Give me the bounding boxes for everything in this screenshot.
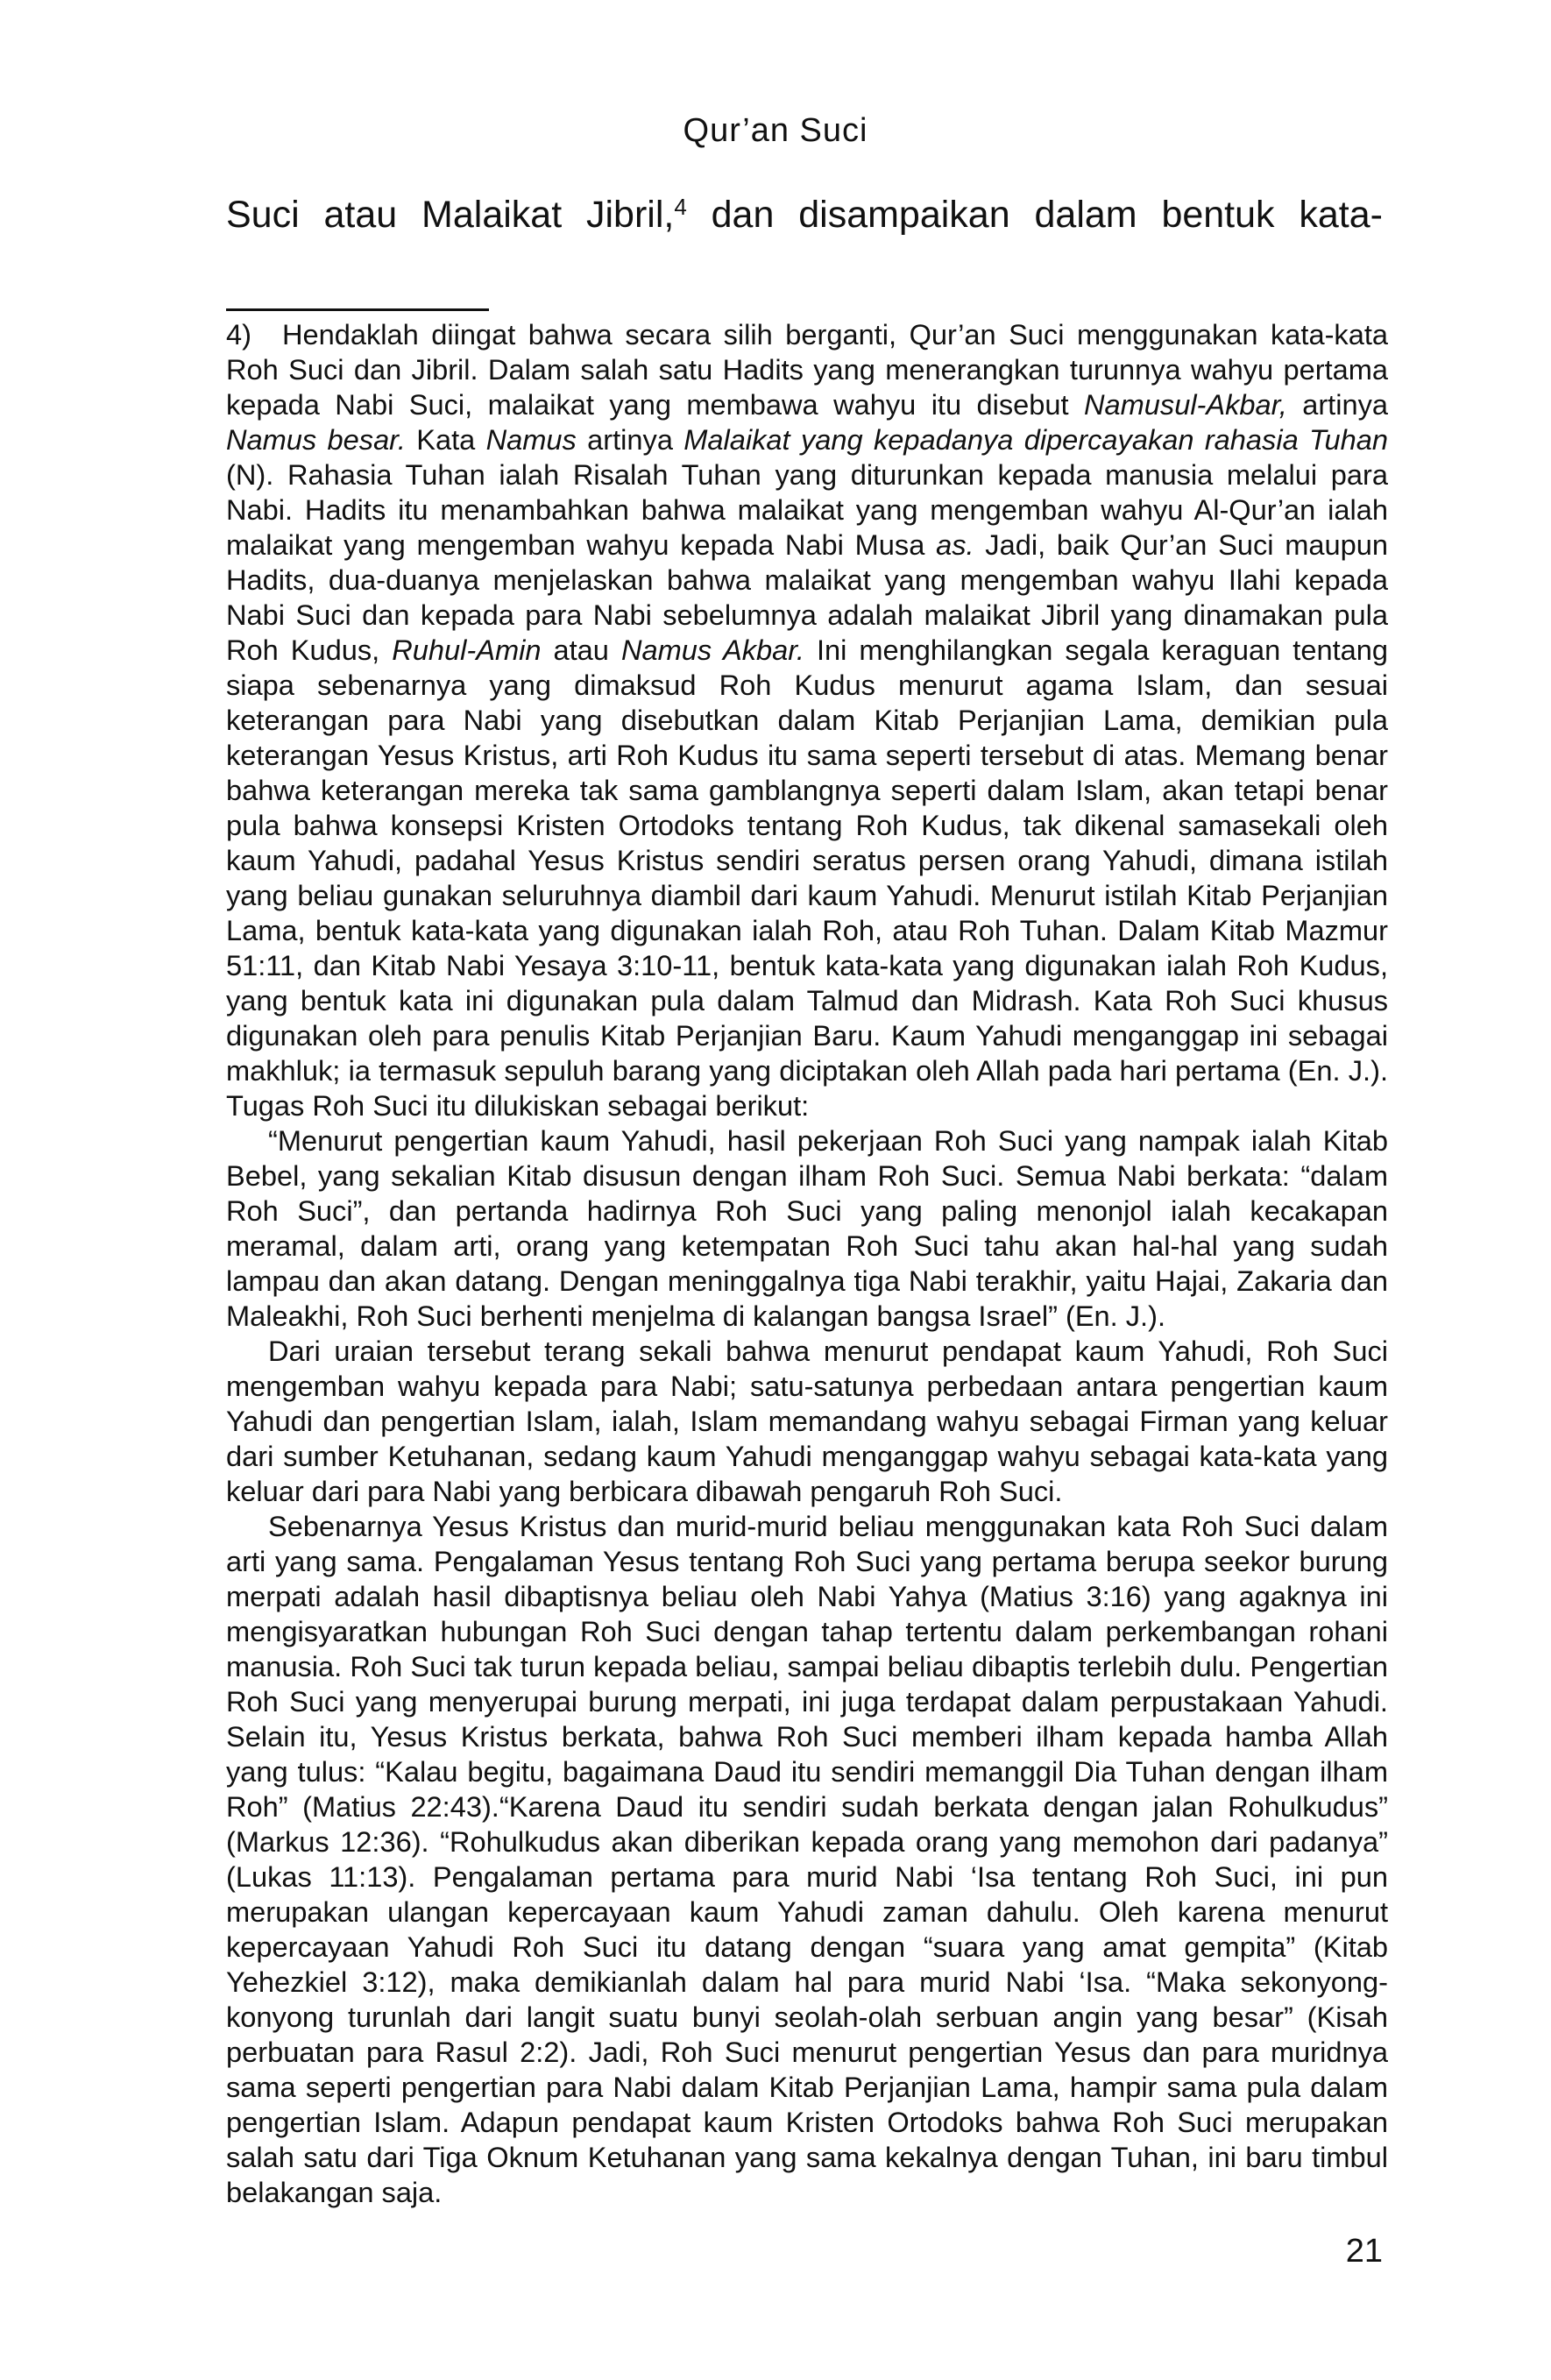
footnote-italic: Namus Akbar.: [620, 634, 804, 666]
footnote-italic: Ruhul-Amin: [392, 634, 542, 666]
footnote-text: Jadi, baik Qur’an Suci maupun Hadits, dua-duanya menjelaskan bahwa malaikat yang mengemban wahyu Ilahi kepada Nabi Suci dan kepada para Nabi sebelumnya adalah malaikat Jibril yang dinamakan pula Roh Kudus,: [226, 528, 1389, 666]
footnote-text: artinya: [1286, 388, 1388, 421]
footnote-paragraph-1: [226, 317, 1388, 1123]
footnote-paragraph-4: Sebenarnya Yesus Kristus dan murid-murid beliau menggunakan kata Roh Suci dalam arti yang sama. Pengalaman Yesus tentang Roh Suci yang pertama berupa seekor burung merpati adalah hasil dibaptisnya beliau oleh Nabi Yahya (Matius 3:16) yang agaknya ini mengisyaratkan hubungan Roh Suci dengan tahap tertentu dalam perkembangan rohani manusia. Roh Suci tak turun kepada beliau, sampai beliau dibaptis terlebih dulu. Pengertian Roh Suci yang menyerupai burung merpati, ini juga terdapat dalam perpustakaan Yahudi. Selain itu, Yesus Kristus berkata, bahwa Roh Suci memberi ilham kepada hamba Allah yang tulus: “Kalau begitu, bagaimana Daud itu sendiri memanggil Dia Tuhan dengan ilham Roh” (Matius 22:43).“Karena Daud itu sendiri sudah berkata dengan jalan Rohulkudus” (Markus 12:36). “Rohulkudus akan diberikan kepada orang yang memohon dari padanya” (Lukas 11:13). Pengalaman pertama para murid Nabi ‘Isa tentang Roh Suci, ini pun merupakan ulangan kepercayaan kaum Yahudi zaman dahulu. Oleh karena menurut kepercayaan Yahudi Roh Suci itu datang dengan “suara yang amat gempita” (Kitab Yehezkiel 3:12), maka demikianlah dalam hal para murid Nabi ‘Isa. “Maka sekonyong-konyong turunlah dari langit suatu bunyi seolah-olah serbuan angin yang besar” (Kisah perbuatan para Rasul 2:2). Jadi, Roh Suci menurut pengertian Yesus dan para muridnya sama seperti pengertian para Nabi dalam Kitab Perjanjian Lama, hampir sama pula dalam pengertian Islam. Adapun pendapat kaum Kristen Ortodoks bahwa Roh Suci merupakan salah satu dari Tiga Oknum Ketuhanan yang sama kekalnya dengan Tuhan, ini baru timbul belakangan saja.: [226, 1510, 1388, 2208]
running-title: Qur’an Suci: [683, 112, 868, 149]
footnote-italic: Namusul-Akbar,: [1084, 388, 1287, 421]
main-text-line: [226, 191, 1383, 238]
footnote-text: Kata: [405, 423, 486, 456]
footnote-italic: as.: [936, 528, 974, 561]
page-number: 21: [1345, 2233, 1383, 2270]
footnote-paragraph-2: “Menurut pengertian kaum Yahudi, hasil pekerjaan Roh Suci yang nampak ialah Kitab Bebel, yang sekalian Kitab disusun dengan ilham Roh Suci. Semua Nabi berkata: “dalam Roh Suci”, dan pertanda hadirnya Roh Suci yang paling menonjol ialah kecakapan meramal, dalam arti, orang yang ketempatan Roh Suci tahu akan hal-hal yang sudah lampau dan akan datang. Dengan meninggalnya tiga Nabi terakhir, yaitu Hajai, Zakaria dan Maleakhi, Roh Suci berhenti menjelma di kalangan bangsa Israel” (En. J.).: [226, 1124, 1388, 1332]
footnote-italic: Malaikat yang kepadanya dipercayakan rahasia Tuhan: [683, 423, 1388, 456]
footnote: [226, 317, 1388, 2210]
footnote-separator: [226, 308, 489, 311]
main-text-end: dan disampaikan dalam bentuk kata-: [686, 194, 1383, 236]
main-text-start: Suci atau Malaikat Jibril,: [226, 194, 675, 236]
footnote-text: atau: [541, 634, 621, 666]
footnote-italic: Namus besar.: [226, 423, 406, 456]
footnote-text: artinya: [576, 423, 684, 456]
footnote-paragraph-3: Dari uraian tersebut terang sekali bahwa menurut pendapat kaum Yahudi, Roh Suci mengemban wahyu kepada para Nabi; satu-satunya perbedaan antara pengertian kaum Yahudi dan pengertian Islam, ialah, Islam memandang wahyu sebagai Firman yang keluar dari sumber Ketuhanan, sedang kaum Yahudi menganggap wahyu sebagai kata-kata yang keluar dari para Nabi yang berbicara dibawah pengaruh Roh Suci.: [226, 1335, 1388, 1507]
footnote-number: 4): [226, 318, 251, 351]
footnote-text: (N). Rahasia Tuhan ialah Risalah Tuhan yang diturunkan kepada manusia melalui para Nabi. Hadits itu menambahkan bahwa malaikat yang mengemban wahyu Al-Qur’an ialah malaikat yang mengemban wahyu kepada Nabi Musa: [226, 458, 1388, 561]
footnote-text: Hendaklah diingat bahwa secara silih berganti, Qur’an Suci menggunakan kata-kata Roh Suci dan Jibril. Dalam salah satu Hadits yang menerangkan turunnya wahyu pertama kepada Nabi Suci, malaikat yang membawa wahyu itu disebut: [226, 318, 1388, 421]
footnote-text: Ini menghilangkan segala keraguan tentang siapa sebenarnya yang dimaksud Roh Kudus menurut agama Islam, dan sesuai keterangan para Nabi yang disebutkan dalam Kitab Perjanjian Lama, demikian pula keterangan Yesus Kristus, arti Roh Kudus itu sama seperti tersebut di atas. Memang benar bahwa keterangan mereka tak sama gamblangnya seperti dalam Islam, akan tetapi benar pula bahwa konsepsi Kristen Ortodoks tentang Roh Kudus, tak dikenal samasekali oleh kaum Yahudi, padahal Yesus Kristus sendiri seratus persen orang Yahudi, dimana istilah yang beliau gunakan seluruhnya diambil dari kaum Yahudi. Menurut istilah Kitab Perjanjian Lama, bentuk kata-kata yang digunakan ialah Roh, atau Roh Tuhan. Dalam Kitab Mazmur 51:11, dan Kitab Nabi Yesaya 3:10-11, bentuk kata-kata yang digunakan ialah Roh Kudus, yang bentuk kata ini digunakan pula dalam Talmud dan Midrash. Kata Roh Suci khusus digunakan oleh para penulis Kitab Perjanjian Baru. Kaum Yahudi menganggap ini sebagai makhluk; ia termasuk sepuluh barang yang diciptakan oleh Allah pada hari pertama (En. J.). Tugas Roh Suci itu dilukiskan sebagai berikut:: [226, 634, 1389, 1122]
footnote-reference: 4: [674, 194, 687, 220]
footnote-italic: Namus: [485, 423, 577, 456]
